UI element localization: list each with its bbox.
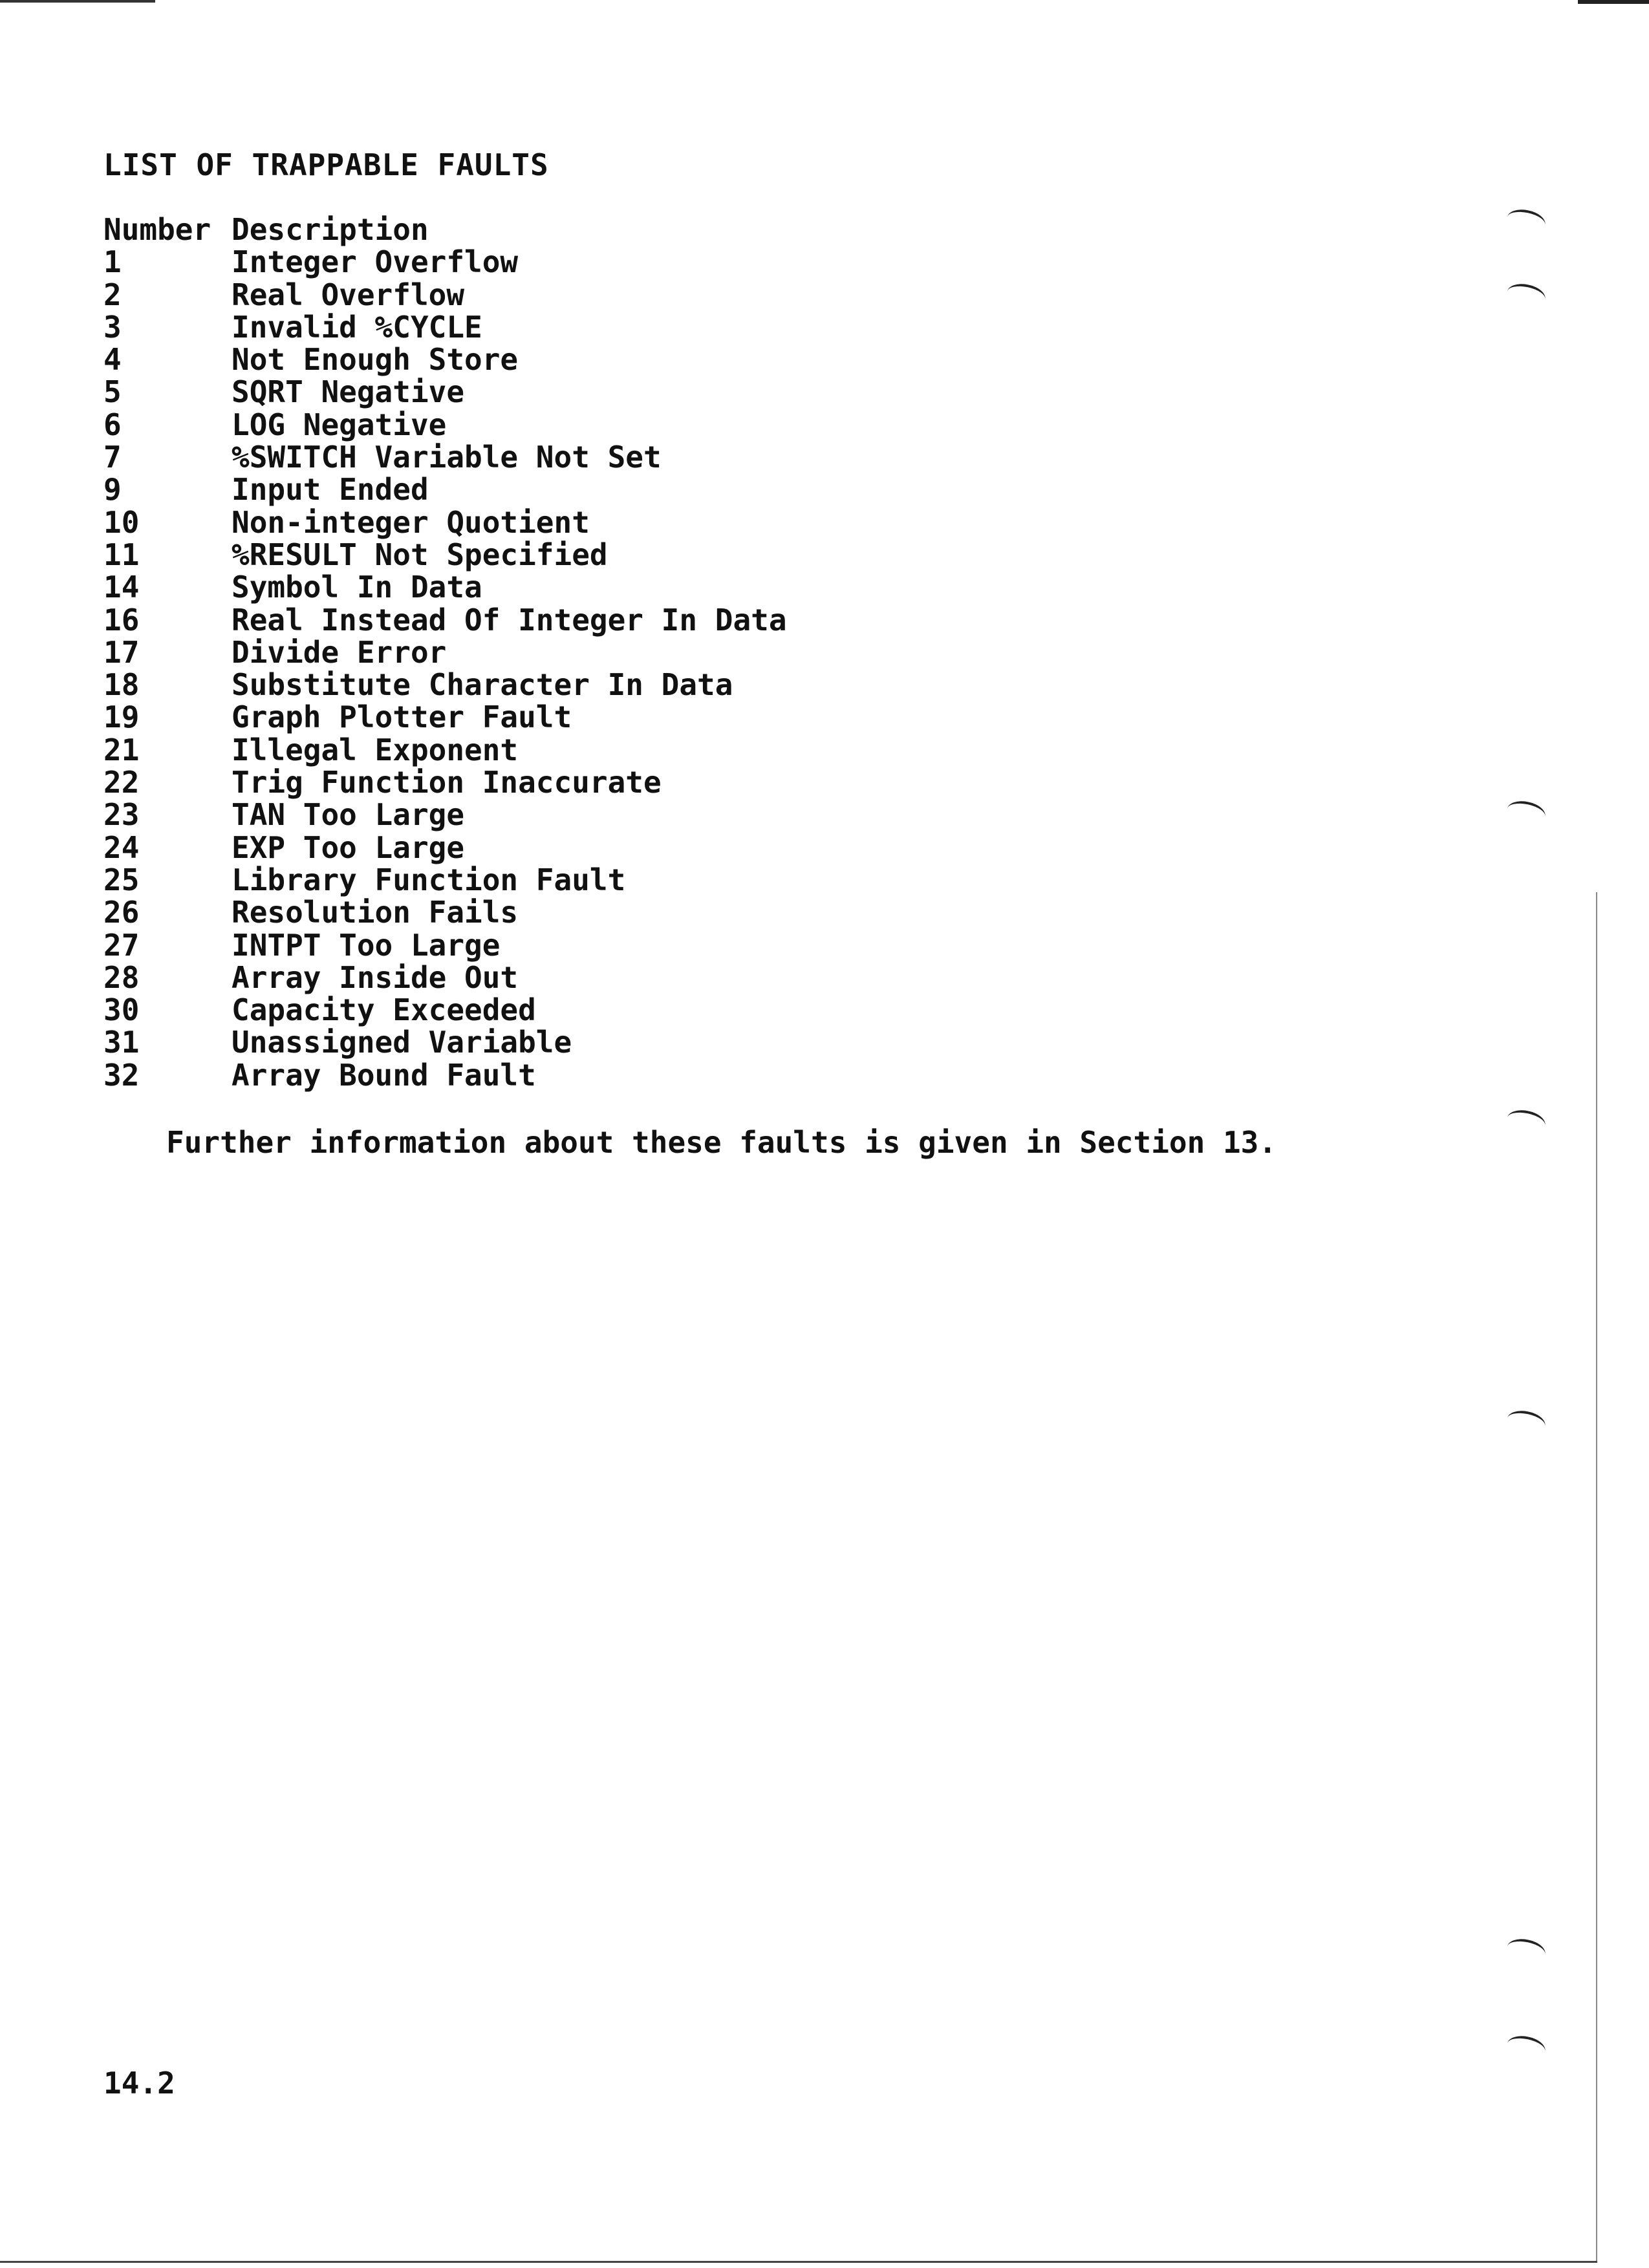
fault-description: Trig Function Inaccurate (232, 765, 662, 800)
fault-number: 7 (103, 440, 122, 475)
table-row (103, 279, 787, 311)
fault-number: 2 (103, 277, 122, 312)
fault-number: 22 (103, 765, 140, 800)
binder-ring-mark (1505, 1107, 1547, 1137)
fault-number: 19 (103, 700, 140, 735)
fault-description: Resolution Fails (232, 895, 519, 930)
table-row (103, 929, 787, 961)
fault-description: Input Ended (232, 472, 429, 508)
page-edge-bottom (0, 2261, 1597, 2263)
table-row (103, 896, 787, 928)
fault-number: 28 (103, 959, 140, 995)
fault-number: 3 (103, 309, 122, 345)
fault-number: 4 (103, 342, 122, 378)
table-row (103, 604, 787, 636)
fault-number: 16 (103, 602, 140, 637)
page-edge-top-left (0, 0, 155, 3)
table-row (103, 961, 787, 994)
fault-number: 23 (103, 797, 140, 833)
fault-description: Illegal Exponent (232, 732, 519, 767)
fault-description: Capacity Exceeded (232, 992, 536, 1028)
fault-description: %SWITCH Variable Not Set (232, 440, 662, 475)
table-row (103, 473, 787, 506)
fault-number: 32 (103, 1057, 140, 1093)
footnote: Further information about these faults is given in Section 13. (166, 1125, 1277, 1160)
table-row (103, 409, 787, 441)
fault-number: 24 (103, 829, 140, 865)
fault-description: Not Enough Store (232, 342, 519, 378)
table-row (103, 441, 787, 473)
fault-number: 11 (103, 537, 140, 572)
fault-number: 25 (103, 862, 140, 897)
table-row (103, 376, 787, 408)
binder-ring-mark (1505, 798, 1547, 828)
fault-description: Substitute Character In Data (232, 667, 733, 703)
fault-description: Non-integer Quotient (232, 504, 590, 540)
fault-number: 26 (103, 895, 140, 930)
fault-number: 27 (103, 927, 140, 963)
table-row (103, 798, 787, 831)
table-row (103, 994, 787, 1026)
column-header-description: Description (232, 212, 429, 247)
fault-number: 30 (103, 992, 140, 1028)
fault-number: 10 (103, 504, 140, 540)
fault-description: EXP Too Large (232, 829, 465, 865)
table-row (103, 246, 787, 278)
fault-number: 6 (103, 407, 122, 442)
fault-description: Real Instead Of Integer In Data (232, 602, 787, 637)
fault-description: Unassigned Variable (232, 1025, 572, 1060)
fault-number: 21 (103, 732, 140, 767)
table-row (103, 506, 787, 539)
binder-ring-mark (1505, 1407, 1547, 1437)
column-header-number: Number (103, 212, 211, 247)
table-row (103, 734, 787, 766)
table-row (103, 571, 787, 603)
binder-ring-mark (1505, 1936, 1547, 1965)
table-header-row (103, 213, 787, 246)
table-body (103, 246, 787, 1091)
fault-number: 14 (103, 570, 140, 605)
fault-description: Graph Plotter Fault (232, 700, 572, 735)
fault-description: TAN Too Large (232, 797, 465, 833)
fault-number: 1 (103, 244, 122, 280)
binder-ring-mark (1505, 206, 1547, 236)
table-row (103, 766, 787, 798)
fault-description: Symbol In Data (232, 570, 482, 605)
table-row (103, 636, 787, 669)
fault-number: 17 (103, 634, 140, 670)
fault-number: 31 (103, 1025, 140, 1060)
faults-table (103, 213, 787, 1091)
table-row (103, 701, 787, 733)
table-row (103, 1059, 787, 1091)
table-row (103, 343, 787, 376)
table-row (103, 864, 787, 896)
table-row (103, 669, 787, 701)
table-row (103, 539, 787, 571)
page-edge-top-right (1578, 0, 1649, 4)
table-row (103, 311, 787, 343)
fault-description: Invalid %CYCLE (232, 309, 482, 345)
fault-description: %RESULT Not Specified (232, 537, 608, 572)
page-edge-right (1596, 892, 1597, 2263)
fault-description: Array Bound Fault (232, 1057, 536, 1093)
fault-description: SQRT Negative (232, 374, 465, 410)
fault-number: 9 (103, 472, 122, 508)
page-number: 14.2 (103, 2066, 175, 2101)
binder-ring-mark (1505, 2033, 1547, 2062)
fault-description: Divide Error (232, 634, 447, 670)
table-row (103, 1026, 787, 1058)
fault-number: 5 (103, 374, 122, 410)
fault-description: Integer Overflow (232, 244, 519, 280)
document-title: LIST OF TRAPPABLE FAULTS (103, 147, 549, 182)
fault-description: Real Overflow (232, 277, 465, 312)
fault-description: Array Inside Out (232, 959, 519, 995)
fault-description: INTPT Too Large (232, 927, 501, 963)
binder-ring-mark (1505, 281, 1547, 310)
fault-description: Library Function Fault (232, 862, 626, 897)
fault-description: LOG Negative (232, 407, 447, 442)
table-row (103, 831, 787, 864)
fault-number: 18 (103, 667, 140, 703)
